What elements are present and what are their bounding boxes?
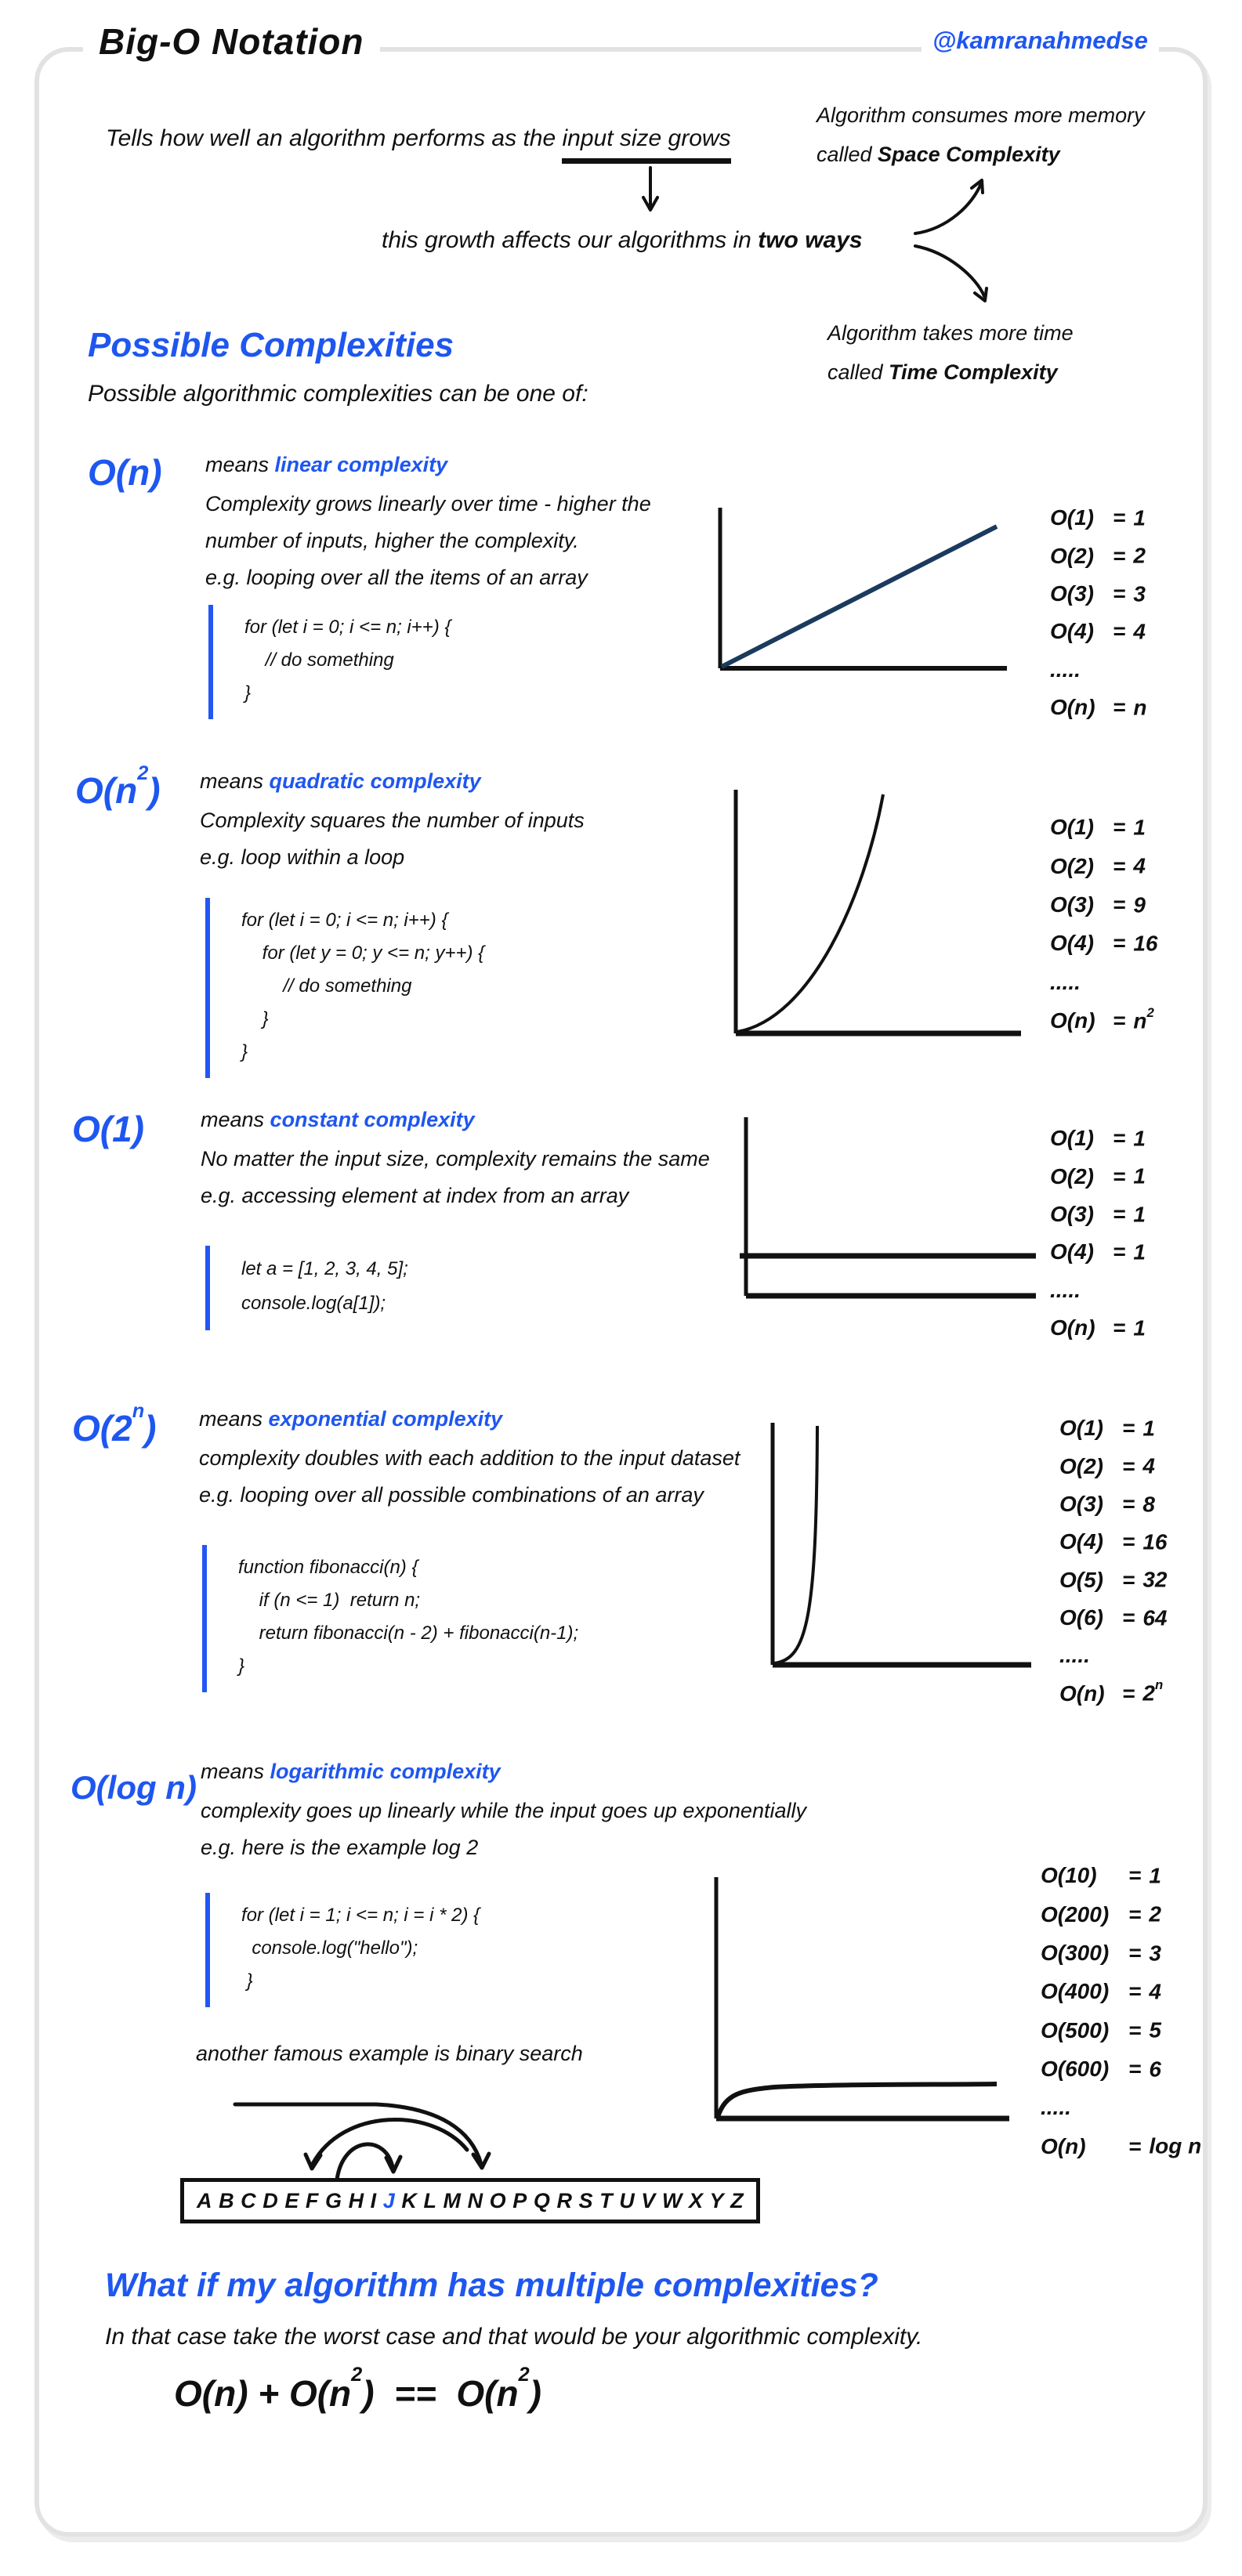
values-list-quadratic (1050, 805, 1158, 1037)
value-row: O(1) = 1 (1050, 505, 1146, 530)
code-block-constant (205, 1246, 408, 1330)
alphabet-letter: Z (730, 2188, 744, 2212)
time-complexity-note (827, 313, 1074, 392)
code-line: let a = [1, 2, 3, 4, 5]; (241, 1258, 408, 1279)
intro-tagline (106, 125, 731, 152)
growth-statement (382, 227, 863, 254)
code-line: } (244, 682, 252, 704)
conclusion-body: In that case take the worst case and that would be your algorithmic complexity. (105, 2324, 923, 2350)
value-row: O(10) = 1 (1041, 1863, 1161, 1888)
space-note-line1: Algorithm consumes more memory (817, 103, 1145, 127)
value-row: O(4) = 4 (1050, 619, 1146, 644)
description-line: complexity goes up linearly while the input goes up exponentially (201, 1799, 806, 1822)
value-row: O(4) = 16 (1059, 1529, 1168, 1554)
values-list-exponential (1059, 1407, 1168, 1710)
term-constant: constant complexity (270, 1108, 475, 1131)
value-row: O(200) = 2 (1041, 1901, 1161, 1927)
tagline-text: Tells how well an algorithm performs as the (106, 125, 563, 151)
value-row: O(1) = 1 (1050, 815, 1146, 840)
code-block-quadratic (205, 898, 484, 1078)
values-list-logarithmic (1041, 1854, 1201, 2163)
description-line: e.g. looping over all possible combinations of an array (199, 1483, 704, 1507)
two-ways-arrows (901, 166, 1007, 315)
value-row: O(n) = n (1050, 694, 1147, 719)
section-label-logarithmic: O(log n) (71, 1769, 197, 1806)
code-line: // do something (244, 649, 394, 671)
value-row: O(300) = 3 (1041, 1940, 1161, 1965)
means-line-constant: means constant complexity (201, 1108, 475, 1131)
alphabet-letter: J (382, 2188, 395, 2212)
alphabet-letter: F (305, 2188, 319, 2212)
value-row: ..... (1041, 2095, 1071, 2120)
description-line: e.g. accessing element at index from an array (201, 1184, 629, 1207)
space-note-line2: called Space Complexity (817, 143, 1060, 166)
value-row: O(2) = 1 (1050, 1163, 1146, 1189)
means-line-linear: means linear complexity (205, 453, 448, 476)
alphabet-letter: G (324, 2188, 342, 2212)
value-row: O(400) = 4 (1041, 1979, 1161, 2004)
alphabet-letter: T (599, 2188, 613, 2212)
alphabet-letter: Y (709, 2188, 724, 2212)
description-line: complexity doubles with each addition to the input dataset (199, 1446, 740, 1470)
alphabet-letter: C (241, 2188, 256, 2212)
value-row: O(n) = 1 (1050, 1315, 1146, 1340)
alphabet-strip (180, 2178, 760, 2223)
description-line: Complexity grows linearly over time - higher the (205, 492, 651, 516)
code-line: for (let i = 1; i <= n; i = i * 2) { (241, 1905, 480, 1926)
code-line: if (n <= 1) return n; (238, 1590, 421, 1611)
value-row: O(600) = 6 (1041, 2056, 1161, 2081)
logarithmic-growth-chart (704, 1872, 1014, 2125)
value-row: ..... (1059, 1643, 1090, 1668)
alphabet-letter: B (219, 2188, 234, 2212)
description-exponential (199, 1440, 740, 1514)
alphabet-letter: A (197, 2188, 212, 2212)
alphabet-letter: O (489, 2188, 506, 2212)
term-linear: linear complexity (274, 453, 448, 476)
section-label-linear: O(n) (88, 452, 162, 493)
possible-complexities-subheading: Possible algorithmic complexities can be one of: (88, 381, 588, 407)
value-row: ..... (1050, 657, 1081, 682)
section-label-exponential: O(2$^n$) (72, 1399, 157, 1449)
means-line-exponential: means exponential complexity (199, 1407, 503, 1431)
value-row: O(4) = 1 (1050, 1239, 1146, 1264)
binary-search-note: another famous example is binary search (196, 2042, 583, 2065)
code-line: console.log("hello"); (241, 1937, 418, 1959)
code-line: console.log(a[1]); (241, 1293, 386, 1314)
description-linear (205, 486, 651, 596)
description-constant (201, 1141, 710, 1214)
description-logarithmic (201, 1793, 806, 1866)
code-block-linear (208, 605, 451, 719)
code-line: for (let i = 0; i <= n; i++) { (241, 910, 448, 931)
alphabet-letter: M (443, 2188, 462, 2212)
value-row: ..... (1050, 969, 1081, 994)
description-line: e.g. looping over all the items of an array (205, 566, 588, 589)
alphabet-letter: K (401, 2188, 417, 2212)
code-block-logarithmic (205, 1893, 480, 2007)
alphabet-letter: S (578, 2188, 593, 2212)
down-arrow (635, 166, 666, 215)
description-line: No matter the input size, complexity remains the same (201, 1147, 710, 1170)
alphabet-letter: Q (533, 2188, 550, 2212)
description-line: number of inputs, higher the complexity. (205, 529, 579, 552)
time-note-line2: called Time Complexity (827, 360, 1058, 384)
binary-search-arcs (219, 2086, 549, 2186)
alphabet-letter: R (556, 2188, 572, 2212)
value-row: $O(n) = n^2$ (1050, 1004, 1154, 1033)
values-list-constant (1050, 1117, 1146, 1344)
value-row: O(1) = 1 (1050, 1126, 1146, 1151)
term-logarithmic: logarithmic complexity (270, 1760, 501, 1783)
page-title: Big-O Notation (83, 17, 380, 66)
time-note-line1: Algorithm takes more time (827, 321, 1074, 345)
description-line: e.g. loop within a loop (200, 845, 405, 869)
code-block-exponential (202, 1545, 578, 1692)
description-line: e.g. here is the example log 2 (201, 1836, 479, 1859)
value-row: O(3) = 8 (1059, 1491, 1155, 1516)
alphabet-letter: I (370, 2188, 377, 2212)
growth-text: this growth affects our algorithms in (382, 227, 759, 253)
code-line: } (241, 1970, 253, 1992)
growth-bold-text: two ways (758, 227, 863, 253)
value-row: O(2) = 4 (1050, 853, 1146, 878)
means-line-quadratic: means quadratic complexity (200, 769, 481, 793)
value-row: ..... (1050, 1277, 1081, 1302)
alphabet-letter: U (619, 2188, 635, 2212)
value-row: O(4) = 16 (1050, 931, 1158, 956)
value-row: O(500) = 5 (1041, 2017, 1161, 2042)
section-label-quadratic: $O(n^2)$ (75, 762, 161, 811)
section-label-constant: O(1) (72, 1109, 144, 1149)
constant-growth-chart (735, 1114, 1042, 1302)
alphabet-letter: X (688, 2188, 703, 2212)
value-row: O(n) = log n (1041, 2133, 1202, 2158)
code-line: function fibonacci(n) { (238, 1557, 418, 1578)
author-handle: @kamranahmedse (922, 24, 1159, 58)
value-row: O(5) = 32 (1059, 1567, 1168, 1592)
code-line: return fibonacci(n - 2) + fibonacci(n-1); (238, 1623, 579, 1644)
value-row: O(6) = 64 (1059, 1605, 1168, 1630)
value-row: O(1) = 1 (1059, 1416, 1155, 1441)
means-line-logarithmic: means logarithmic complexity (201, 1760, 501, 1783)
linear-growth-chart (709, 501, 1019, 674)
code-line: } (241, 1041, 248, 1062)
term-quadratic: quadratic complexity (269, 769, 481, 793)
description-quadratic (200, 802, 585, 876)
alphabet-letter: P (512, 2188, 527, 2212)
alphabet-letter: V (641, 2188, 656, 2212)
possible-complexities-heading: Possible Complexities (88, 326, 454, 364)
alphabet-letter: D (263, 2188, 278, 2212)
value-row: O(3) = 9 (1050, 892, 1146, 917)
alphabet-letter: W (661, 2188, 683, 2212)
value-row: O(2) = 2 (1050, 543, 1146, 568)
values-list-linear (1050, 497, 1146, 724)
conclusion-heading: What if my algorithm has multiple complexities? (105, 2267, 878, 2304)
alphabet-letter: H (348, 2188, 364, 2212)
code-line: } (241, 1008, 269, 1029)
exponential-growth-chart (762, 1418, 1037, 1670)
value-row: O(2) = 4 (1059, 1453, 1155, 1478)
space-complexity-note (817, 96, 1145, 174)
value-row: $O(n) = 2^n$ (1059, 1677, 1164, 1706)
tagline-underlined-text: input size grows (562, 125, 730, 164)
term-exponential: exponential complexity (268, 1407, 503, 1431)
alphabet-letter: E (284, 2188, 299, 2212)
value-row: O(3) = 1 (1050, 1201, 1146, 1226)
code-line: } (238, 1655, 245, 1677)
quadratic-growth-chart (725, 783, 1030, 1040)
alphabet-letter: L (423, 2188, 436, 2212)
conclusion-formula: $O(n) + O(n^2) == O(n^2)$ (174, 2363, 541, 2414)
description-line: Complexity squares the number of inputs (200, 809, 585, 832)
code-line: for (let y = 0; y <= n; y++) { (241, 942, 485, 964)
value-row: O(3) = 3 (1050, 581, 1146, 606)
code-line: for (let i = 0; i <= n; i++) { (244, 617, 451, 638)
code-line: // do something (241, 975, 412, 997)
alphabet-letter: N (467, 2188, 483, 2212)
